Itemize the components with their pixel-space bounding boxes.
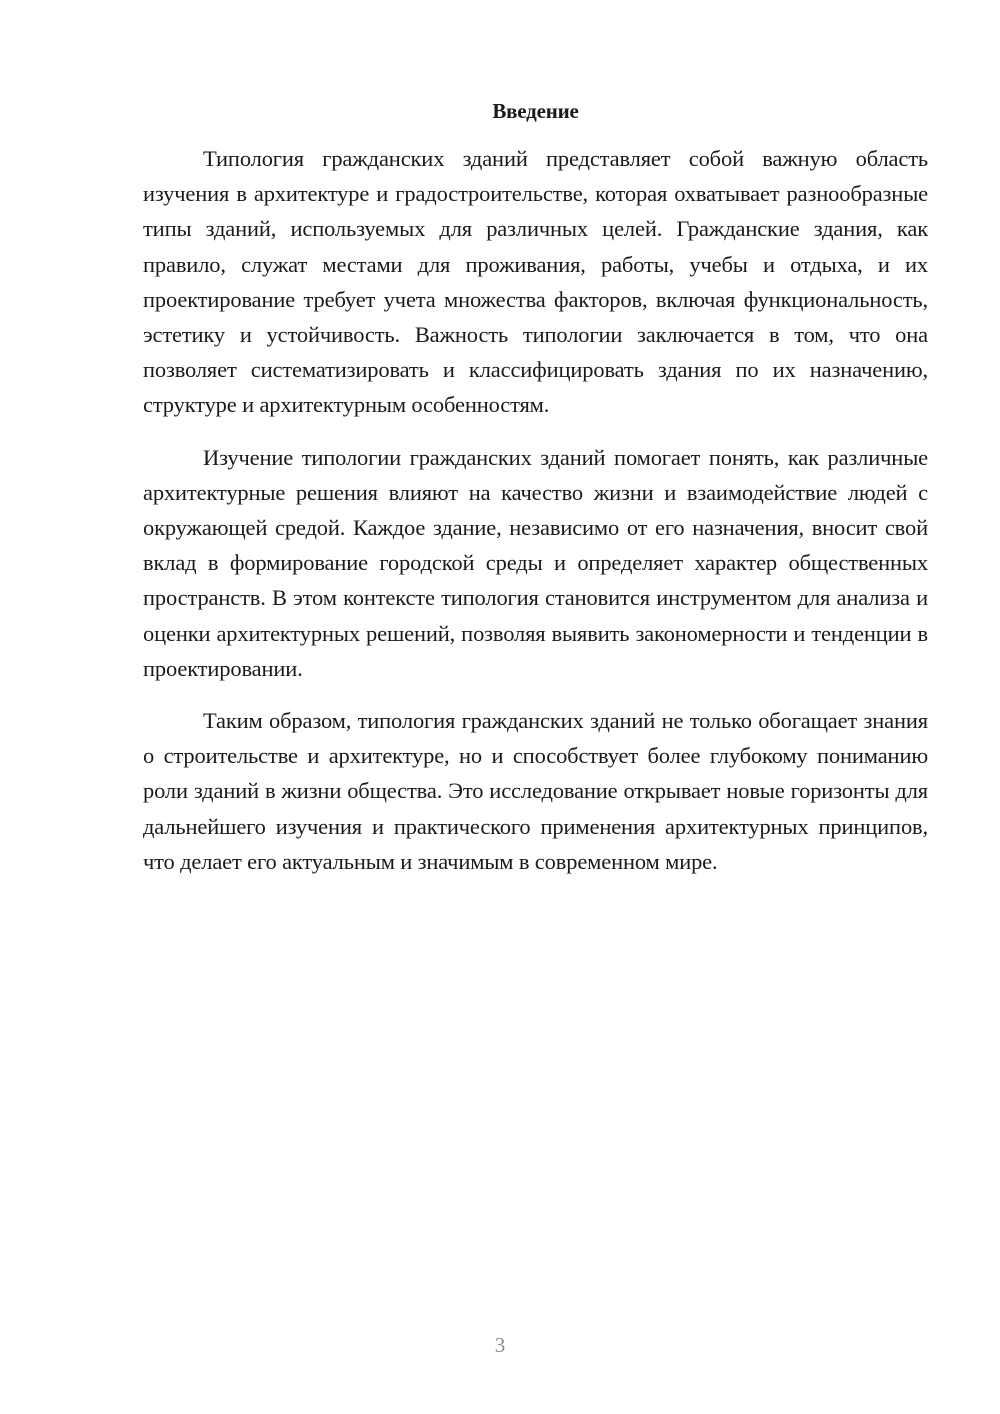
section-title: Введение [492,99,579,123]
paragraph-2: Изучение типологии гражданских зданий помогает понять, как различные архитектурные решения влияют на качество жизни и взаимодействие людей с окружающей средой. Каждое здание, независимо от его назначения, вносит свой вклад в формирование городской среды и определяет характер общественных пространств. В этом контексте типология становится инструментом для анализа и оценки архитектурных решений, позволяя выявить закономерности и тенденции в проектировании. [143,444,928,681]
document-page [143,96,928,879]
paragraph-3: Таким образом, типология гражданских зданий не только обогащает знания о строительстве и архитектуре, но и способствует более глубокому пониманию роли зданий в жизни общества. Это исследование открывает новые горизонты для дальнейшего изучения и практического применения архитектурных принципов, что делает его актуальным и значимым в современном мире. [143,708,928,874]
paragraph-1: Типология гражданских зданий представляет собой важную область изучения в архитектуре и градостроительстве, которая охватывает разнообразные типы зданий, используемых для различных целей. Гражданские здания, как правило, служат местами для проживания, работы, учебы и отдыха, и их проектирование требует учета множества факторов, включая функциональность, эстетику и устойчивость. Важность типологии заключается в том, что она позволяет систематизировать и классифицировать здания по их назначению, структуре и архитектурным особенностям. [143,146,928,418]
page-number: 3 [494,1333,506,1357]
